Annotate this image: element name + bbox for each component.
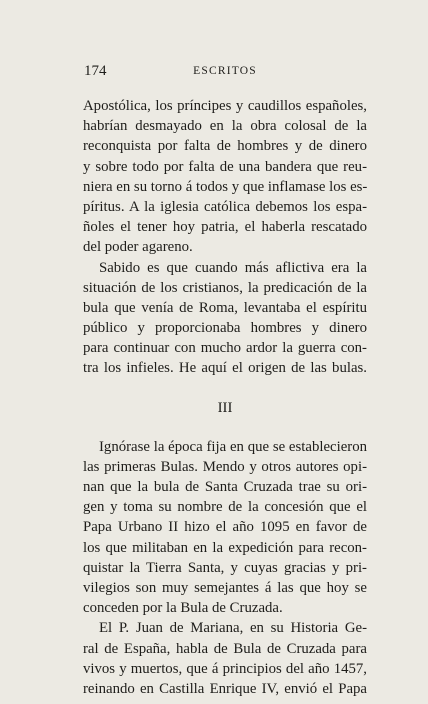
running-title: ESCRITOS [193,65,257,77]
text-line: conceden por la Bula de Cruzada. [83,600,283,617]
text-line: ral de España, habla de Bula de Cruzada para [83,640,367,657]
text-line: para continuar con mucho ardor la guerra con- [83,340,367,357]
text-line: bula que venía de Roma, levantaba el espíritu [83,299,367,316]
page-header [84,63,366,83]
text-line: reinando en Castilla Enrique IV, envió el Papa [83,680,367,697]
text-line: Papa Urbano II hizo el año 1095 en favor de [83,519,367,536]
text-line: las primeras Bulas. Mendo y otros autores opi- [83,458,367,475]
section-heading [83,379,367,437]
paragraph [83,618,367,699]
text-line: Sabido es que cuando más aflictiva era la [99,259,367,276]
paragraph [83,258,367,379]
text-line: Apostólica, los príncipes y caudillos españoles, [83,98,367,114]
text-line: los que militaban en la expedición para recon- [83,539,367,556]
text-line: píritus. A la iglesia católica debemos los espa- [83,198,367,215]
text-line: gen y toma su nombre de la concesión que el [83,499,367,516]
text-line: nan que la bula de Santa Cruzada trae su ori- [83,479,367,495]
text-line: El P. Juan de Mariana, en su Historia Ge- [99,620,367,637]
text-line: quistar la Tierra Santa, y cuyas gracias y pri- [83,559,367,576]
text-line: ñoles el tener hoy patria, el haberla rescatado [83,219,367,236]
body-text [83,96,367,699]
text-line: y sobre todo por falta de una bandera que reu- [83,158,367,175]
text-line: vivos y muertos, que á principios del año 1457, [83,660,367,677]
text-line: público y proporcionaba hombres y dinero [83,320,367,337]
text-line: Ignórase la época fija en que se establecieron [99,438,367,455]
section-heading-text: III [217,399,233,416]
text-line: situación de los cristianos, la predicación de la [83,279,367,296]
page-number: 174 [84,63,107,79]
text-line: habrían desmayado en la obra colosal de la [83,118,367,135]
text-line: tra los infieles. He aquí el origen de las bulas. [83,360,367,377]
text-line: del poder agareno. [83,239,193,256]
text-line: reconquista por falta de hombres y de dinero [83,138,367,155]
text-line: vilegios son muy semejantes á las que hoy se [83,579,367,596]
paragraph [83,437,367,619]
paragraph [83,96,367,258]
text-line: niera en su torno á todos y que inflamase los es- [83,178,368,195]
